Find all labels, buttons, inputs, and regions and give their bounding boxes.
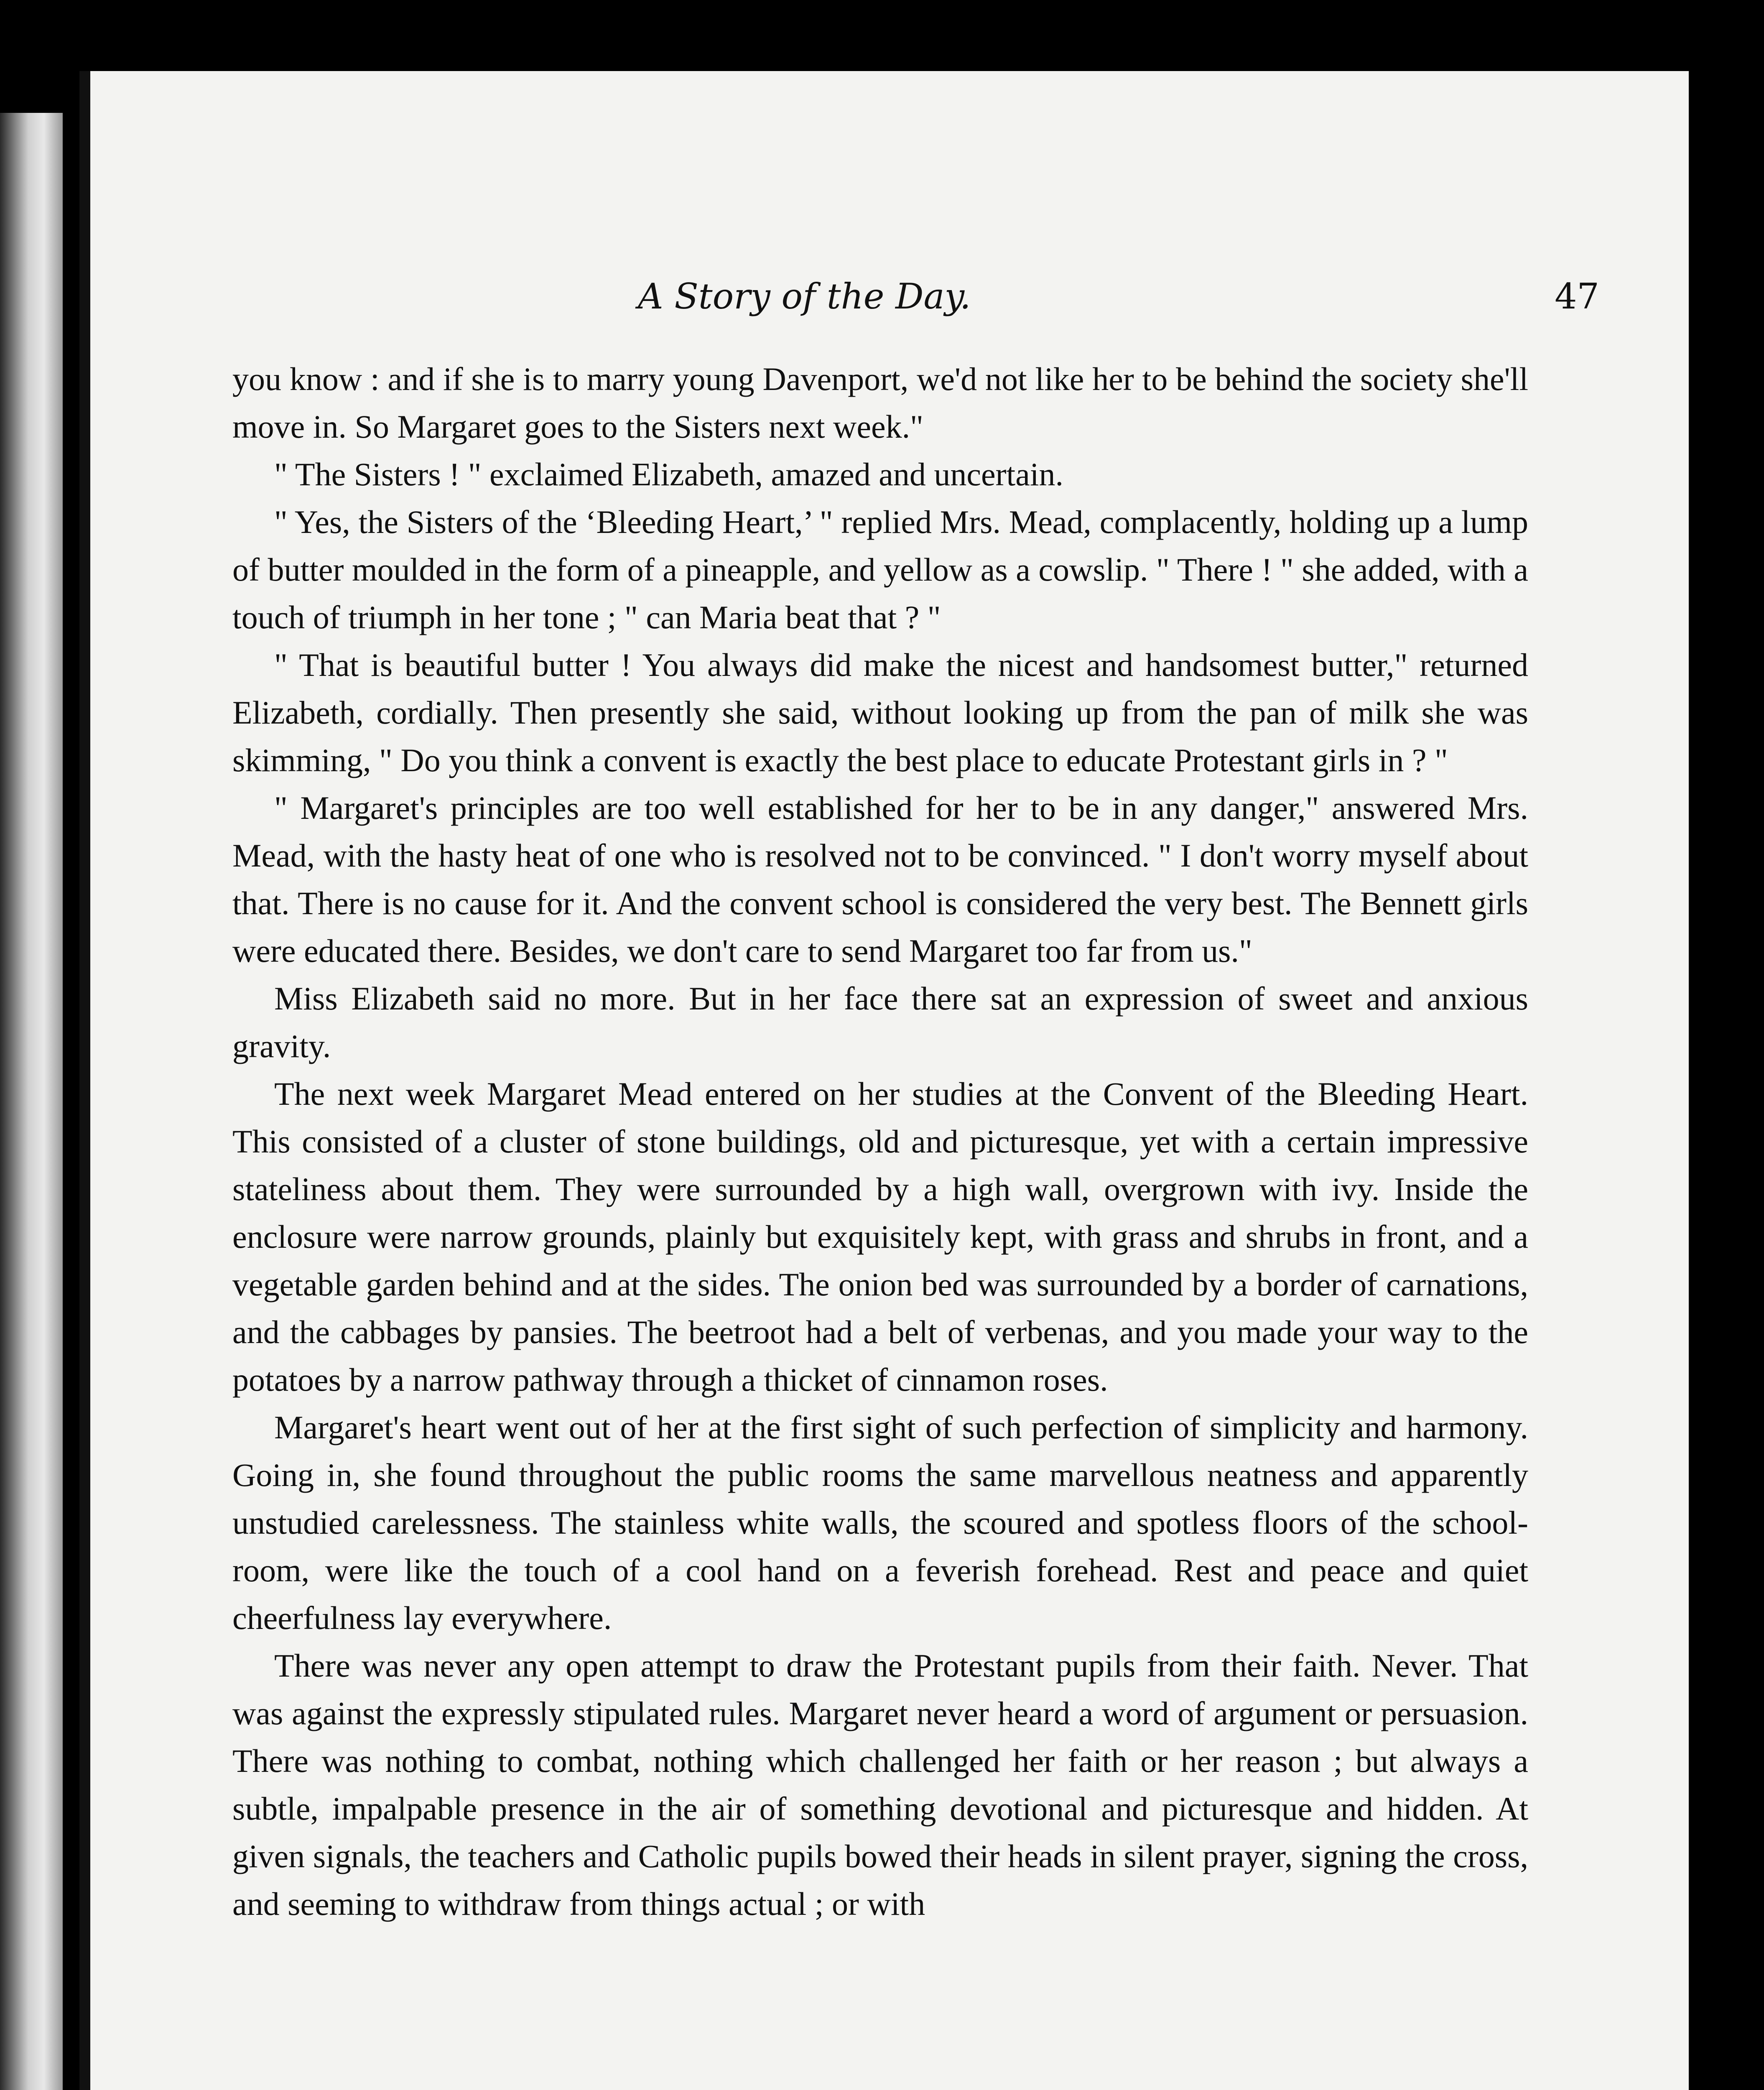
page-number: 47 xyxy=(1555,276,1599,317)
paragraph: There was never any open attempt to draw the Protestant pupils from their faith. Never. That was against the expressly stipulated rules. Margaret never heard a word of argument or persuasion. There was nothing to combat, nothing which challenged her faith or her reason ; but always a subtle, impalpable presence in the air of something devotional and picturesque and hidden. At given signals, the teachers and Catholic pupils bowed their heads in silent prayer, signing the cross, and seeming to withdraw from things actual ; or with xyxy=(232,1647,1528,1922)
body-text xyxy=(232,355,1528,1928)
paragraph: " The Sisters ! " exclaimed Elizabeth, amazed and uncertain. xyxy=(274,456,1063,492)
book-page xyxy=(79,71,1689,2090)
paragraph: The next week Margaret Mead entered on her studies at the Convent of the Bleeding Heart. This consisted of a cluster of stone buildings, old and picturesque, yet with a certain impressive stateliness about them. They were surrounded by a high wall, overgrown with ivy. Inside the enclosure were narrow grounds, plainly but exquisitely kept, with grass and shrubs in front, and a vegetable garden behind and at the sides. The onion bed was surrounded by a border of carnations, and the cabbages by pansies. The beetroot had a belt of verbenas, and you made your way to the potatoes by a narrow pathway through a thicket of cinnamon roses. xyxy=(232,1076,1528,1398)
paragraph: " Yes, the Sisters of the ‘Bleeding Heart,’ " replied Mrs. Mead, complacently, holding up a lump of butter moulded in the form of a pineapple, and yellow as a cowslip. " There ! " she added, with a touch of triumph in her tone ; " can Maria beat that ? " xyxy=(232,504,1528,635)
facing-page-edge xyxy=(0,113,63,2090)
paragraph: you know : and if she is to marry young Davenport, we'd not like her to be behind the society she'll move in. So Margaret goes to the Sisters next week." xyxy=(232,361,1528,445)
paragraph: Margaret's heart went out of her at the first sight of such perfection of simplicity and harmony. Going in, she found throughout the public rooms the same marvellous neatness and apparently unstudied carelessness. The stainless white walls, the scoured and spotless floors of the school-room, were like the touch of a cool hand on a feverish forehead. Rest and peace and quiet cheerfulness lay everywhere. xyxy=(232,1409,1528,1636)
paragraph: Miss Elizabeth said no more. But in her face there sat an expression of sweet and anxious gravity. xyxy=(232,980,1528,1064)
page-header xyxy=(638,276,1599,339)
paragraph: " Margaret's principles are too well established for her to be in any danger," answered Mrs. Mead, with the hasty heat of one who is resolved not to be convinced. " I don't worry myself about that. There is no cause for it. And the convent school is considered the very best. The Bennett girls were educated there. Besides, we don't care to send Margaret too far from us." xyxy=(232,790,1528,969)
running-head: A Story of the Day. xyxy=(638,276,971,317)
paragraph: " That is beautiful butter ! You always did make the nicest and handsomest butter," returned Elizabeth, cordially. Then presently she said, without looking up from the pan of milk she was skimming, " Do you think a convent is exactly the best place to educate Protestant girls in ? " xyxy=(232,647,1528,778)
